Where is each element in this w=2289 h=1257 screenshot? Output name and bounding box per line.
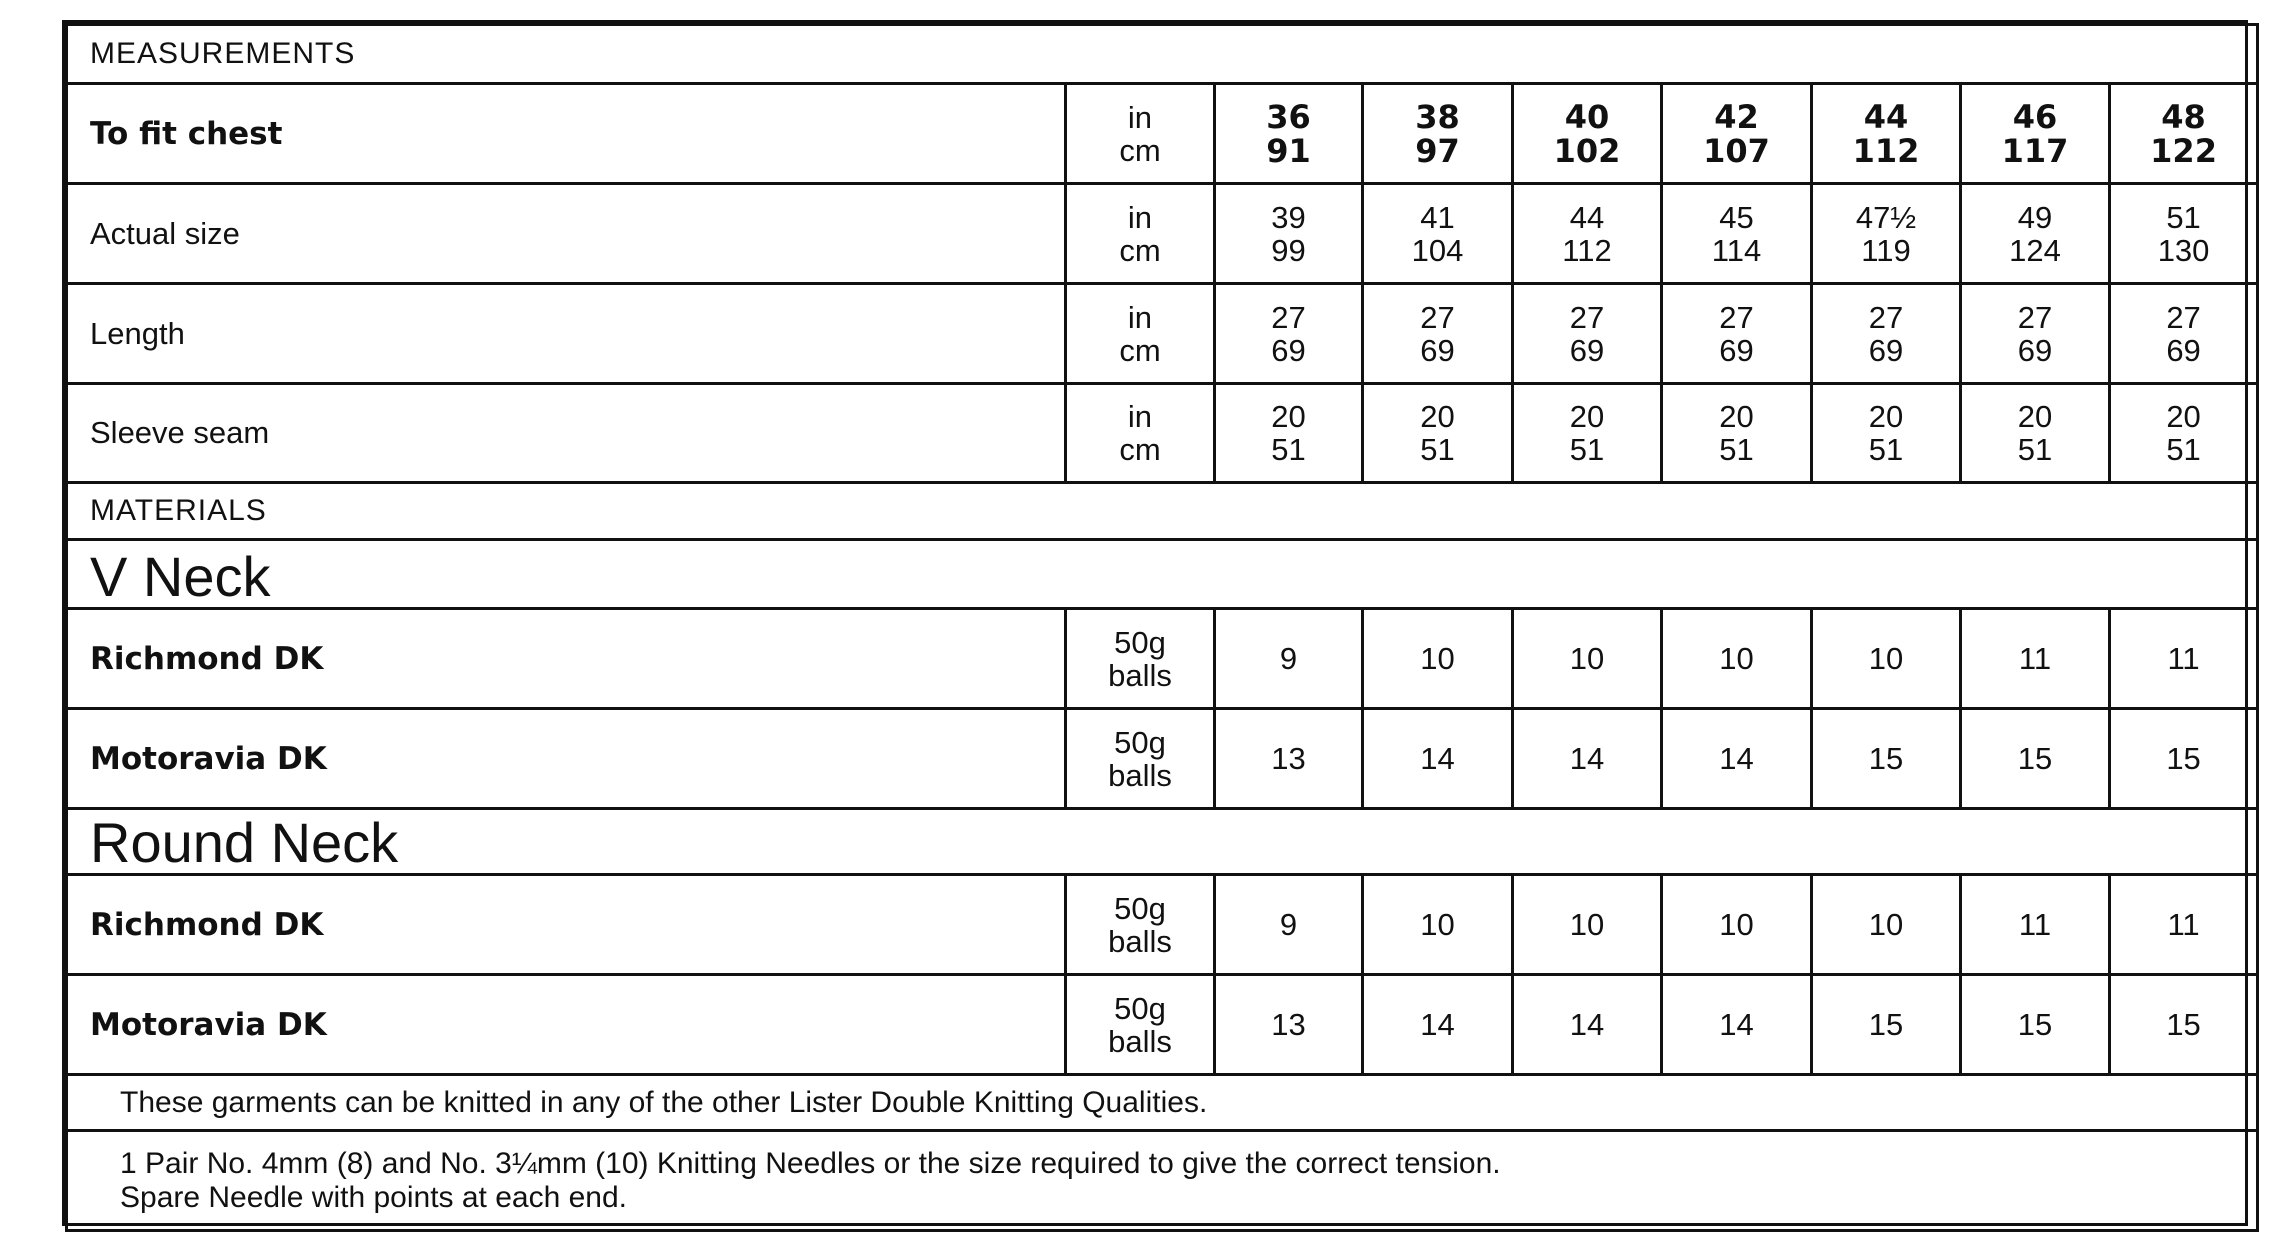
size-in: 44 [1863,97,1909,136]
materials-header: MATERIALS [67,483,2258,540]
size-cell [2110,84,2258,184]
value-in: 49 [2017,199,2053,235]
ball-count: 13 [1215,975,1363,1075]
size-cell [1812,84,1961,184]
value-cell [1215,384,1363,483]
unit-in: in [1127,199,1153,235]
value-cm: 51 [1719,432,1754,467]
value-cell [1961,384,2110,483]
measurements-table [65,23,2259,1232]
ball-count: 15 [2110,975,2258,1075]
unit-cell [1066,184,1215,284]
knitting-measurements-sheet [62,20,2248,1226]
value-cell [1215,284,1363,384]
ball-count: 15 [1812,975,1961,1075]
yarn-label: Richmond DK [67,875,1066,975]
size-cell [1363,84,1513,184]
value-cm: 104 [1411,232,1464,268]
size-cell [1215,84,1363,184]
value-in: 27 [1569,299,1605,335]
value-cm: 130 [2157,232,2210,268]
value-in: 27 [1420,299,1455,335]
unit-in: in [1127,399,1153,434]
value-cm: 114 [1711,232,1762,268]
unit-cm: cm [1119,432,1161,467]
ball-count: 11 [1961,609,2110,709]
sleeve-seam-row [67,384,2258,483]
value-in: 27 [2017,299,2053,335]
value-cm: 99 [1271,232,1306,268]
ball-count: 10 [1363,875,1513,975]
unit-weight: 50g [1114,890,1166,926]
to-fit-chest-label: To fit chest [67,84,1066,184]
value-cm: 51 [1868,432,1904,467]
unit-cell [1066,875,1215,975]
ball-count: 11 [2110,609,2258,709]
actual-size-row [67,184,2258,284]
value-cell [1662,284,1812,384]
ball-count: 11 [1961,875,2110,975]
needles-note [67,1131,2258,1231]
yarn-label: Motoravia DK [67,975,1066,1075]
unit-balls: balls [1108,1023,1172,1059]
size-cm: 97 [1415,131,1460,170]
to-fit-chest-row [67,84,2258,184]
unit-weight: 50g [1114,724,1166,760]
size-cm: 102 [1553,131,1621,170]
value-in: 27 [1868,299,1904,335]
value-cell [1961,184,2110,284]
ball-count: 15 [1961,975,2110,1075]
value-in: 20 [1719,399,1754,434]
ball-count: 15 [1812,709,1961,809]
value-in: 20 [2166,399,2201,434]
ball-count: 15 [2110,709,2258,809]
value-cm: 51 [1569,432,1605,467]
size-cell [1662,84,1812,184]
value-in: 27 [1271,299,1306,335]
ball-count: 14 [1513,975,1662,1075]
size-cm: 117 [2001,131,2069,170]
ball-count: 13 [1215,709,1363,809]
unit-balls: balls [1108,923,1172,959]
unit-cm: cm [1119,132,1161,168]
round-neck-section-row [67,809,2258,875]
value-cell [1812,184,1961,284]
value-cm: 112 [1562,232,1612,268]
length-label: Length [67,284,1066,384]
qualities-note: These garments can be knitted in any of the other Lister Double Knitting Qualities. [67,1075,2258,1131]
unit-in: in [1127,99,1153,135]
qualities-note-row [67,1075,2258,1131]
unit-cell [1066,84,1215,184]
unit-cm: cm [1119,332,1161,368]
ball-count: 10 [1812,609,1961,709]
measurements-header-row [67,25,2258,84]
value-cell [2110,384,2258,483]
size-in: 46 [2012,97,2058,136]
value-in: 20 [1420,399,1455,434]
size-cm: 107 [1703,131,1770,170]
value-cm: 124 [2009,232,2061,268]
value-in: 20 [1868,399,1904,434]
materials-header-row [67,483,2258,540]
value-in: 45 [1719,199,1754,235]
unit-cell [1066,709,1215,809]
value-cell [2110,284,2258,384]
ball-count: 10 [1662,609,1812,709]
value-cm: 51 [1271,432,1306,467]
value-cell [1812,384,1961,483]
unit-cell [1066,384,1215,483]
ball-count: 10 [1662,875,1812,975]
value-cell [1513,384,1662,483]
yarn-label: Motoravia DK [67,709,1066,809]
unit-in: in [1127,299,1153,335]
value-cm: 69 [1569,332,1605,368]
ball-count: 14 [1513,709,1662,809]
value-in: 47½ [1855,199,1917,235]
actual-size-label: Actual size [67,184,1066,284]
round-neck-richmond-row [67,875,2258,975]
value-cell [1363,184,1513,284]
value-cm: 51 [2166,432,2201,467]
size-in: 38 [1415,97,1460,136]
size-in: 42 [1714,97,1759,136]
ball-count: 14 [1662,709,1812,809]
value-cm: 51 [2017,432,2053,467]
ball-count: 14 [1363,709,1513,809]
v-neck-section-row [67,540,2258,609]
size-cm: 112 [1852,131,1920,170]
value-cm: 69 [1420,332,1455,368]
round-neck-motoravia-row [67,975,2258,1075]
ball-count: 14 [1363,975,1513,1075]
size-cm: 122 [2150,131,2217,170]
value-in: 51 [2166,199,2201,235]
ball-count: 9 [1215,609,1363,709]
size-in: 36 [1266,97,1311,136]
ball-count: 14 [1662,975,1812,1075]
value-cell [1662,384,1812,483]
unit-cell [1066,284,1215,384]
value-cell [1363,384,1513,483]
value-in: 44 [1569,199,1605,235]
value-cell [1812,284,1961,384]
ball-count: 10 [1363,609,1513,709]
value-cm: 51 [1420,432,1455,467]
unit-balls: balls [1108,657,1172,693]
value-cm: 69 [1868,332,1904,368]
unit-weight: 50g [1114,990,1166,1026]
value-cell [1513,184,1662,284]
needles-note-line-2: Spare Needle with points at each end. [120,1180,627,1214]
value-cm: 69 [2166,332,2201,368]
value-in: 27 [2166,299,2201,335]
value-in: 27 [1719,299,1754,335]
value-cell [1662,184,1812,284]
ball-count: 10 [1812,875,1961,975]
sleeve-seam-label: Sleeve seam [67,384,1066,483]
ball-count: 9 [1215,875,1363,975]
value-cell [1363,284,1513,384]
v-neck-motoravia-row [67,709,2258,809]
value-cell [2110,184,2258,284]
value-in: 20 [2017,399,2053,434]
v-neck-title: V Neck [67,540,2258,609]
value-cm: 69 [2017,332,2053,368]
measurements-header: MEASUREMENTS [67,25,2258,84]
value-in: 41 [1420,199,1455,235]
unit-balls: balls [1108,757,1172,793]
size-cell [1513,84,1662,184]
value-in: 39 [1271,199,1306,235]
unit-cm: cm [1119,232,1161,268]
value-in: 20 [1569,399,1605,434]
size-in: 40 [1564,97,1610,136]
round-neck-title: Round Neck [67,809,2258,875]
value-cell [1513,284,1662,384]
v-neck-richmond-row [67,609,2258,709]
unit-cell [1066,975,1215,1075]
value-cm: 69 [1719,332,1754,368]
value-in: 20 [1271,399,1306,434]
needles-note-row [67,1131,2258,1231]
ball-count: 10 [1513,609,1662,709]
value-cm: 119 [1861,232,1911,268]
needles-note-line-1: 1 Pair No. 4mm (8) and No. 3¼mm (10) Knitting Needles or the size required to give the correct tension. [120,1146,1501,1180]
ball-count: 11 [2110,875,2258,975]
size-cell [1961,84,2110,184]
unit-cell [1066,609,1215,709]
value-cell [1961,284,2110,384]
ball-count: 10 [1513,875,1662,975]
value-cell [1215,184,1363,284]
length-row [67,284,2258,384]
ball-count: 15 [1961,709,2110,809]
size-in: 48 [2161,97,2206,136]
yarn-label: Richmond DK [67,609,1066,709]
value-cm: 69 [1271,332,1306,368]
unit-weight: 50g [1114,624,1166,660]
size-cm: 91 [1266,131,1311,170]
